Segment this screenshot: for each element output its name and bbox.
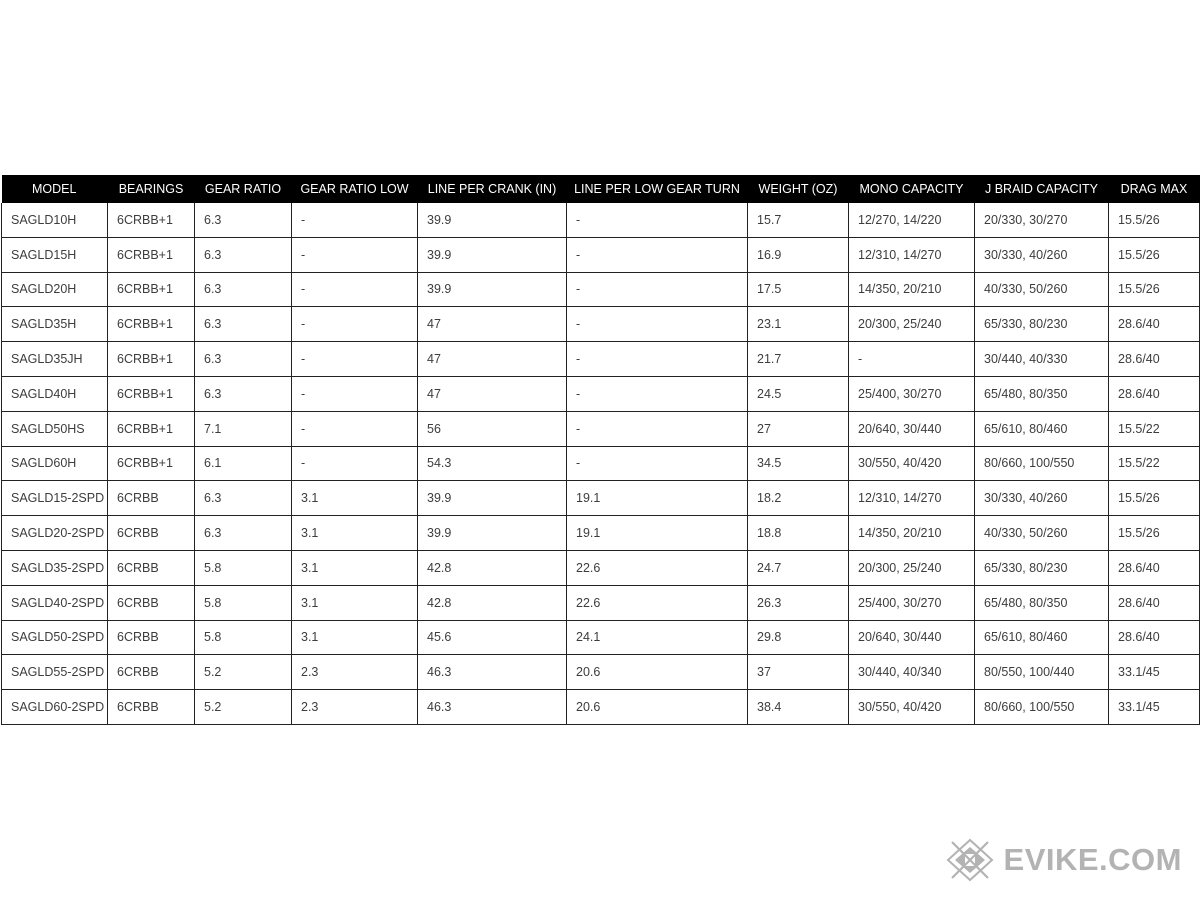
table-row (2, 376, 1200, 411)
table-row (2, 203, 1200, 237)
table-cell-bearings: 6CRBB (108, 655, 195, 690)
table-cell-j-braid-capacity: 80/660, 100/550 (975, 446, 1109, 481)
table-cell-line-per-low-gear-turn: 20.6 (567, 655, 748, 690)
table-row (2, 481, 1200, 516)
table-cell-gear-ratio: 5.2 (195, 690, 292, 725)
table-cell-line-per-low-gear-turn: 24.1 (567, 620, 748, 655)
table-cell-mono-capacity: 25/400, 30/270 (849, 376, 975, 411)
table-cell-line-per-low-gear-turn: - (567, 307, 748, 342)
table-cell-mono-capacity: 12/310, 14/270 (849, 481, 975, 516)
table-cell-line-per-crank-in: 42.8 (418, 550, 567, 585)
table-cell-line-per-crank-in: 39.9 (418, 481, 567, 516)
table-cell-line-per-crank-in: 42.8 (418, 585, 567, 620)
table-cell-line-per-crank-in: 39.9 (418, 237, 567, 272)
table-cell-bearings: 6CRBB+1 (108, 342, 195, 377)
table-cell-line-per-crank-in: 45.6 (418, 620, 567, 655)
table-row (2, 516, 1200, 551)
table-cell-j-braid-capacity: 40/330, 50/260 (975, 272, 1109, 307)
table-cell-bearings: 6CRBB+1 (108, 411, 195, 446)
table-cell-j-braid-capacity: 65/330, 80/230 (975, 307, 1109, 342)
table-cell-mono-capacity: 30/550, 40/420 (849, 690, 975, 725)
table-cell-line-per-low-gear-turn: 22.6 (567, 550, 748, 585)
table-cell-gear-ratio: 6.3 (195, 237, 292, 272)
table-cell-bearings: 6CRBB+1 (108, 307, 195, 342)
column-header-mono-capacity: MONO CAPACITY (849, 175, 975, 203)
table-cell-model: SAGLD60-2SPD (2, 690, 108, 725)
table-cell-model: SAGLD40H (2, 376, 108, 411)
table-cell-mono-capacity: 12/310, 14/270 (849, 237, 975, 272)
table-cell-drag-max: 28.6/40 (1109, 342, 1200, 377)
table-cell-j-braid-capacity: 65/610, 80/460 (975, 620, 1109, 655)
table-cell-gear-ratio: 5.8 (195, 620, 292, 655)
table-cell-j-braid-capacity: 65/480, 80/350 (975, 585, 1109, 620)
evike-logo-icon (942, 832, 998, 888)
table-cell-drag-max: 33.1/45 (1109, 655, 1200, 690)
table-cell-gear-ratio: 6.3 (195, 481, 292, 516)
table-cell-drag-max: 28.6/40 (1109, 585, 1200, 620)
header-row (2, 175, 1200, 203)
table-cell-line-per-crank-in: 46.3 (418, 655, 567, 690)
table-cell-drag-max: 15.5/22 (1109, 411, 1200, 446)
table-cell-gear-ratio-low: 3.1 (292, 585, 418, 620)
table-cell-j-braid-capacity: 80/660, 100/550 (975, 690, 1109, 725)
table-cell-model: SAGLD35JH (2, 342, 108, 377)
table-cell-model: SAGLD10H (2, 203, 108, 237)
table-cell-j-braid-capacity: 40/330, 50/260 (975, 516, 1109, 551)
table-cell-gear-ratio-low: 3.1 (292, 516, 418, 551)
table-cell-model: SAGLD50-2SPD (2, 620, 108, 655)
table-cell-j-braid-capacity: 30/330, 40/260 (975, 237, 1109, 272)
table-cell-weight-oz: 23.1 (748, 307, 849, 342)
table-cell-line-per-low-gear-turn: - (567, 411, 748, 446)
table-cell-gear-ratio-low: 3.1 (292, 481, 418, 516)
table-cell-bearings: 6CRBB (108, 620, 195, 655)
table-cell-j-braid-capacity: 30/330, 40/260 (975, 481, 1109, 516)
table-cell-line-per-low-gear-turn: - (567, 376, 748, 411)
table-cell-drag-max: 15.5/26 (1109, 481, 1200, 516)
table-cell-line-per-crank-in: 39.9 (418, 203, 567, 237)
table-cell-gear-ratio: 6.3 (195, 516, 292, 551)
table-row (2, 342, 1200, 377)
table-row (2, 620, 1200, 655)
table-cell-j-braid-capacity: 65/480, 80/350 (975, 376, 1109, 411)
table-cell-model: SAGLD20-2SPD (2, 516, 108, 551)
table-cell-drag-max: 28.6/40 (1109, 550, 1200, 585)
table-cell-bearings: 6CRBB (108, 690, 195, 725)
table-cell-gear-ratio: 6.3 (195, 272, 292, 307)
table-cell-line-per-low-gear-turn: - (567, 446, 748, 481)
table-cell-line-per-crank-in: 56 (418, 411, 567, 446)
column-header-model: MODEL (2, 175, 108, 203)
table-cell-line-per-low-gear-turn: - (567, 203, 748, 237)
table-cell-line-per-crank-in: 46.3 (418, 690, 567, 725)
table-cell-weight-oz: 24.7 (748, 550, 849, 585)
table-cell-line-per-crank-in: 39.9 (418, 516, 567, 551)
table-cell-gear-ratio: 6.3 (195, 307, 292, 342)
table-cell-mono-capacity: 12/270, 14/220 (849, 203, 975, 237)
table-cell-drag-max: 15.5/26 (1109, 272, 1200, 307)
table-cell-drag-max: 28.6/40 (1109, 376, 1200, 411)
table-row (2, 272, 1200, 307)
table-cell-weight-oz: 17.5 (748, 272, 849, 307)
table-cell-model: SAGLD55-2SPD (2, 655, 108, 690)
table-cell-line-per-crank-in: 54.3 (418, 446, 567, 481)
table-cell-bearings: 6CRBB+1 (108, 237, 195, 272)
table-cell-drag-max: 15.5/26 (1109, 203, 1200, 237)
table-cell-weight-oz: 15.7 (748, 203, 849, 237)
table-cell-bearings: 6CRBB+1 (108, 376, 195, 411)
column-header-gear-ratio: GEAR RATIO (195, 175, 292, 203)
table-cell-line-per-low-gear-turn: 22.6 (567, 585, 748, 620)
table-cell-gear-ratio: 5.8 (195, 585, 292, 620)
table-cell-bearings: 6CRBB (108, 585, 195, 620)
table-row (2, 446, 1200, 481)
table-cell-gear-ratio-low: - (292, 307, 418, 342)
table-cell-line-per-low-gear-turn: 19.1 (567, 481, 748, 516)
table-cell-gear-ratio: 6.1 (195, 446, 292, 481)
table-cell-gear-ratio-low: - (292, 446, 418, 481)
table-cell-line-per-low-gear-turn: 20.6 (567, 690, 748, 725)
column-header-weight-oz: WEIGHT (OZ) (748, 175, 849, 203)
table-cell-gear-ratio-low: - (292, 203, 418, 237)
table-cell-gear-ratio-low: - (292, 272, 418, 307)
table-cell-j-braid-capacity: 30/440, 40/330 (975, 342, 1109, 377)
table-cell-line-per-low-gear-turn: - (567, 342, 748, 377)
table-cell-line-per-crank-in: 39.9 (418, 272, 567, 307)
column-header-gear-ratio-low: GEAR RATIO LOW (292, 175, 418, 203)
table-cell-gear-ratio: 7.1 (195, 411, 292, 446)
column-header-line-per-crank-in: LINE PER CRANK (IN) (418, 175, 567, 203)
table-row (2, 585, 1200, 620)
table-cell-gear-ratio-low: 2.3 (292, 690, 418, 725)
table-cell-bearings: 6CRBB (108, 516, 195, 551)
table-cell-drag-max: 28.6/40 (1109, 307, 1200, 342)
table-cell-weight-oz: 37 (748, 655, 849, 690)
table-cell-bearings: 6CRBB (108, 481, 195, 516)
table-cell-weight-oz: 34.5 (748, 446, 849, 481)
table-cell-mono-capacity: 30/550, 40/420 (849, 446, 975, 481)
table-cell-gear-ratio: 5.8 (195, 550, 292, 585)
table-cell-gear-ratio: 5.2 (195, 655, 292, 690)
table-cell-weight-oz: 16.9 (748, 237, 849, 272)
table-cell-mono-capacity: 14/350, 20/210 (849, 272, 975, 307)
table-cell-weight-oz: 18.8 (748, 516, 849, 551)
table-cell-model: SAGLD35-2SPD (2, 550, 108, 585)
table-cell-j-braid-capacity: 80/550, 100/440 (975, 655, 1109, 690)
table-cell-line-per-crank-in: 47 (418, 342, 567, 377)
table-cell-mono-capacity: 30/440, 40/340 (849, 655, 975, 690)
table-cell-model: SAGLD40-2SPD (2, 585, 108, 620)
table-cell-gear-ratio: 6.3 (195, 203, 292, 237)
table-cell-drag-max: 33.1/45 (1109, 690, 1200, 725)
table-cell-gear-ratio: 6.3 (195, 376, 292, 411)
column-header-j-braid-capacity: J BRAID CAPACITY (975, 175, 1109, 203)
table-cell-model: SAGLD20H (2, 272, 108, 307)
table-row (2, 411, 1200, 446)
table-cell-mono-capacity: 14/350, 20/210 (849, 516, 975, 551)
table-cell-model: SAGLD50HS (2, 411, 108, 446)
column-header-drag-max: DRAG MAX (1109, 175, 1200, 203)
evike-logo (942, 832, 1182, 888)
table-cell-weight-oz: 29.8 (748, 620, 849, 655)
table-cell-weight-oz: 21.7 (748, 342, 849, 377)
table-cell-drag-max: 28.6/40 (1109, 620, 1200, 655)
table-cell-j-braid-capacity: 65/610, 80/460 (975, 411, 1109, 446)
table-row (2, 550, 1200, 585)
column-header-line-per-low-gear-turn: LINE PER LOW GEAR TURN (567, 175, 748, 203)
table-cell-model: SAGLD35H (2, 307, 108, 342)
spec-table (1, 175, 1200, 725)
table-cell-mono-capacity: 25/400, 30/270 (849, 585, 975, 620)
table-cell-drag-max: 15.5/26 (1109, 516, 1200, 551)
table-cell-j-braid-capacity: 20/330, 30/270 (975, 203, 1109, 237)
table-cell-bearings: 6CRBB+1 (108, 203, 195, 237)
table-cell-model: SAGLD15H (2, 237, 108, 272)
table-cell-drag-max: 15.5/22 (1109, 446, 1200, 481)
table-cell-line-per-low-gear-turn: - (567, 272, 748, 307)
table-cell-weight-oz: 38.4 (748, 690, 849, 725)
table-cell-bearings: 6CRBB+1 (108, 272, 195, 307)
table-cell-bearings: 6CRBB (108, 550, 195, 585)
table-cell-mono-capacity: 20/640, 30/440 (849, 620, 975, 655)
table-cell-mono-capacity: 20/640, 30/440 (849, 411, 975, 446)
table-cell-mono-capacity: 20/300, 25/240 (849, 307, 975, 342)
table-cell-gear-ratio-low: - (292, 411, 418, 446)
evike-logo-text: EVIKE.COM (1003, 842, 1182, 877)
table-cell-weight-oz: 24.5 (748, 376, 849, 411)
table-cell-line-per-low-gear-turn: 19.1 (567, 516, 748, 551)
table-cell-gear-ratio-low: - (292, 376, 418, 411)
table-header (2, 175, 1200, 203)
table-cell-drag-max: 15.5/26 (1109, 237, 1200, 272)
table-cell-line-per-crank-in: 47 (418, 376, 567, 411)
table-row (2, 690, 1200, 725)
table-body (2, 203, 1200, 724)
table-cell-model: SAGLD60H (2, 446, 108, 481)
table-cell-weight-oz: 26.3 (748, 585, 849, 620)
table-cell-model: SAGLD15-2SPD (2, 481, 108, 516)
table-cell-line-per-low-gear-turn: - (567, 237, 748, 272)
table-cell-j-braid-capacity: 65/330, 80/230 (975, 550, 1109, 585)
table-cell-weight-oz: 18.2 (748, 481, 849, 516)
table-cell-bearings: 6CRBB+1 (108, 446, 195, 481)
table-cell-gear-ratio-low: 2.3 (292, 655, 418, 690)
table-cell-gear-ratio-low: - (292, 342, 418, 377)
table-cell-mono-capacity: 20/300, 25/240 (849, 550, 975, 585)
table-row (2, 237, 1200, 272)
table-cell-gear-ratio: 6.3 (195, 342, 292, 377)
table-cell-gear-ratio-low: 3.1 (292, 620, 418, 655)
table-cell-mono-capacity: - (849, 342, 975, 377)
table-cell-line-per-crank-in: 47 (418, 307, 567, 342)
table-row (2, 655, 1200, 690)
table-cell-weight-oz: 27 (748, 411, 849, 446)
table-cell-gear-ratio-low: - (292, 237, 418, 272)
table-row (2, 307, 1200, 342)
table-cell-gear-ratio-low: 3.1 (292, 550, 418, 585)
column-header-bearings: BEARINGS (108, 175, 195, 203)
